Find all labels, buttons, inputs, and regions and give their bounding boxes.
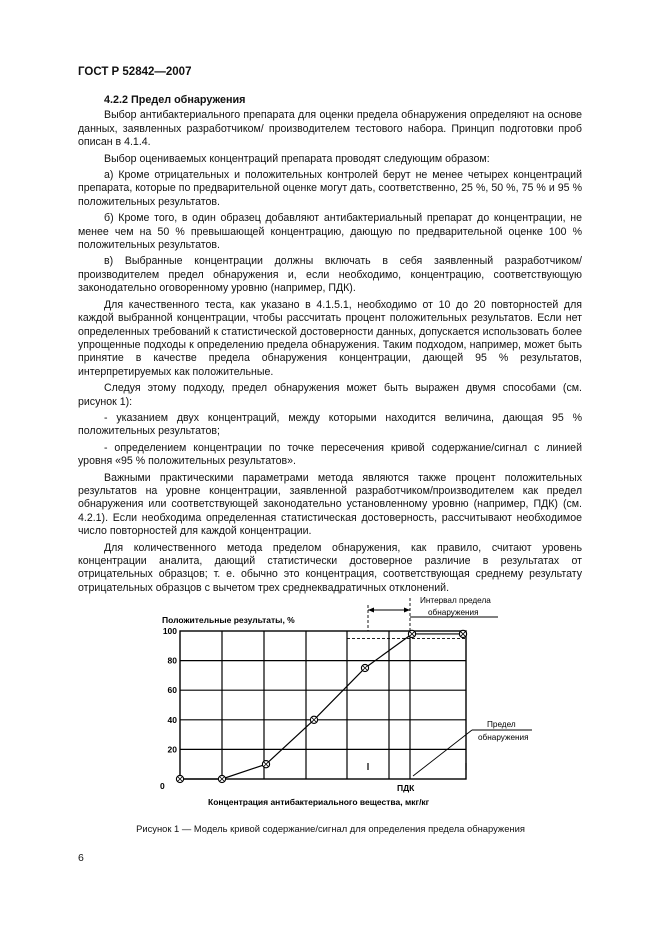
- dose-response-chart: [160, 590, 540, 810]
- y-tick-label: 80: [167, 655, 177, 666]
- data-points: [176, 630, 466, 782]
- data-point: [361, 664, 368, 671]
- page-number: 6: [78, 852, 84, 864]
- data-point: [218, 775, 225, 782]
- paragraph: Выбор оцениваемых концентраций препарата проводят следующим образом:: [104, 152, 490, 165]
- pdk-label: ПДК: [397, 783, 415, 793]
- interval-arrowhead-right: [404, 608, 410, 613]
- paragraph: Выбор антибактериального препарата для оценки предела обнаружения определяют на основе данных, заявленных разработчиком/ производителем тестового набора. Принцип подготовки проб описан в 4.1.4.: [78, 109, 582, 149]
- limit-label-line2: обнаружения: [478, 733, 529, 742]
- data-point: [310, 716, 317, 723]
- paragraph: Важными практическими параметрами метода являются также процент положительных результатов на уровне концентрации, заявленной разработчиком/производителем как предел обнаружения или соответствующей законодательно установленному уровню (например, ПДК) (см. 4.2.1). Если необходима определенная статистическая достоверность, рассчитывают необходимое число повторностей для каждой концентрации.: [78, 471, 582, 538]
- paragraph: б) Кроме того, в один образец добавляют антибактериальный препарат до концентрации, не менее чем на 50 % превышающей концентрацию, дающую по предварительной оценке 100 % положительных результатов.: [78, 212, 582, 252]
- y-tick-label: 60: [167, 685, 177, 696]
- origin-label: 0: [160, 781, 165, 791]
- data-point: [262, 761, 269, 768]
- paragraph: Следуя этому подходу, предел обнаружения может быть выражен двумя способами (см. рисунок 1):: [78, 382, 582, 408]
- y-tick-label: 100: [162, 626, 177, 636]
- y-axis-label: Положительные результаты, %: [162, 615, 295, 625]
- chart-grid: [180, 631, 466, 779]
- data-point: [408, 630, 415, 637]
- limit-pointer-line: [413, 730, 472, 776]
- paragraph: - указанием двух концентраций, между которыми находится величина, дающая 95 % положительных результатов;: [78, 411, 582, 438]
- figure-caption: Рисунок 1 — Модель кривой содержание/сигнал для определения предела обнаружения: [136, 823, 525, 834]
- interval-label-line1: Интервал предела: [420, 596, 491, 605]
- x-axis-label: Концентрация антибактериального вещества, мкг/кг: [208, 797, 430, 807]
- data-point: [459, 630, 466, 637]
- y-tick-labels: [163, 626, 177, 754]
- y-tick-label: 40: [167, 714, 177, 725]
- interval-label-line2: обнаружения: [428, 608, 479, 617]
- figure-1: [160, 590, 540, 810]
- document-header: ГОСТ Р 52842—2007: [78, 66, 192, 78]
- paragraph: - определением концентрации по точке пересечения кривой содержание/сигнал с линией уровня «95 % положительных результатов».: [78, 441, 582, 468]
- data-point: [176, 775, 183, 782]
- y-tick-label: 20: [167, 744, 177, 755]
- paragraph: а) Кроме отрицательных и положительных контролей берут не менее четырех концентраций препарата, которые по предварительной оценке могут дать, соответственно, 25 %, 50 %, 75 % и 95 % положительных результатов.: [78, 169, 582, 208]
- limit-label-line1: Предел: [487, 720, 516, 729]
- paragraph: в) Выбранные концентрации должны включать в себя заявленный разработчиком/производителем предел обнаружения и, если необходимо, концентрацию, соответствующую законодательно оговоренному уровню (например, ПДК).: [78, 255, 582, 295]
- paragraph: Для качественного теста, как указано в 4.1.5.1, необходимо от 10 до 20 повторностей для каждой выбранной концентрации, чтобы рассчитать процент положительных результатов. Если нет определенных требований к статистической достоверности данных, допускается использовать более упрощенные подходы к определению предела обнаружения. Таким подходом, например, может быть принятие в качестве предела обнаружения концентрации, дающей 95 % результатов, интерпретируемых как положительные.: [78, 298, 582, 378]
- interval-arrowhead-left: [368, 608, 374, 613]
- document-body: [78, 94, 582, 598]
- section-title: 4.2.2 Предел обнаружения: [104, 94, 246, 106]
- plot-border: [180, 631, 466, 779]
- paragraph: Для количественного метода пределом обнаружения, как правило, считают уровень концентрации аналита, дающий статистически достоверное различие в результатах от отрицательных образцов; т. е. обычно это концентрация, соответствующая среднему результату отрицательных образцов с вычетом трех среднеквадратичных отклонений.: [78, 541, 582, 594]
